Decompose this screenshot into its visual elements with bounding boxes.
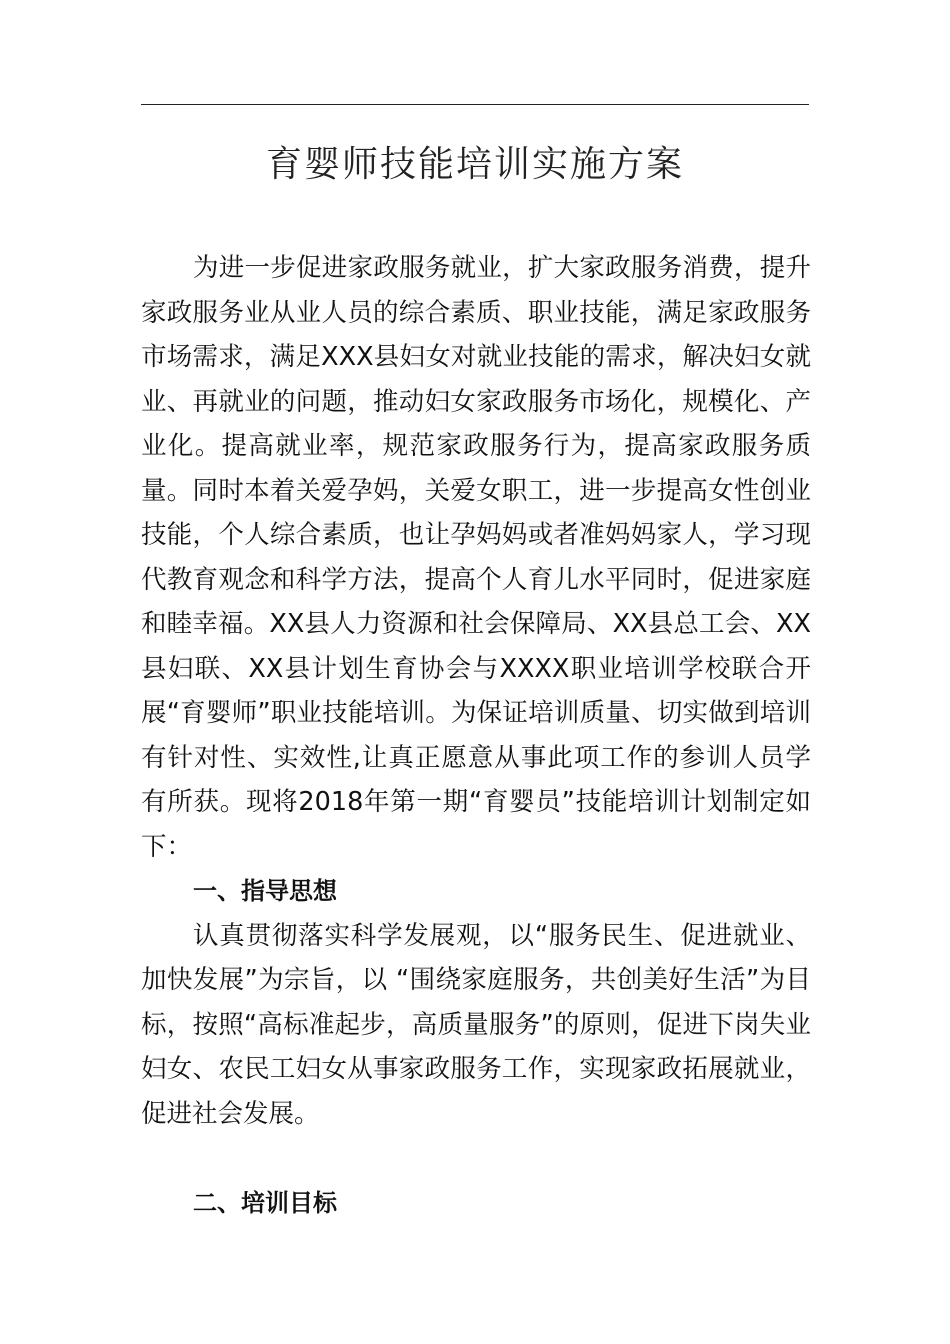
section-paragraph-guiding-ideology: 认真贯彻落实科学发展观，以“服务民生、促进就业、加快发展”为宗旨，以 “围绕家庭服务，共创美好生活”为目标，按照“高标准起步，高质量服务”的原则，促进下岗失业妇女、农民工妇女从事家政服务工作，实现家政拓展就业，促进社会发展。 xyxy=(141,920,811,1129)
section-heading-guiding-ideology: 一、指导思想 xyxy=(193,877,337,905)
blank-line xyxy=(141,1136,811,1181)
document-title: 育婴师技能培训实施方案 xyxy=(265,144,684,185)
intro-paragraph: 为进一步促进家政服务就业，扩大家政服务消费，提升家政服务业从业人员的综合素质、职业技能，满足家政服务市场需求，满足XXX县妇女对就业技能的需求，解决妇女就业、再就业的问题，推动妇女家政服务市场化，规模化、产业化。提高就业率，规范家政服务行为，提高家政服务质量。同时本着关爱孕妈，关爱女职工，进一步提高女性创业技能，个人综合素质，也让孕妈妈或者准妈妈家人，学习现代教育观念和科学方法，提高个人育儿水平同时，促进家庭和睦幸福。XX县人力资源和社会保障局、XX县总工会、XX县妇联、XX县计划生育协会与XXXX职业培训学校联合开展“育婴师”职业技能培训。为保证培训质量、切实做到培训有针对性、实效性,让真正愿意从事此项工作的参训人员学有所获。现将2018年第一期“育婴员”技能培训计划制定如下： xyxy=(141,253,811,862)
document-body xyxy=(141,246,811,1225)
section-heading-training-goals: 二、培训目标 xyxy=(193,1188,337,1217)
header-rule xyxy=(141,104,809,105)
